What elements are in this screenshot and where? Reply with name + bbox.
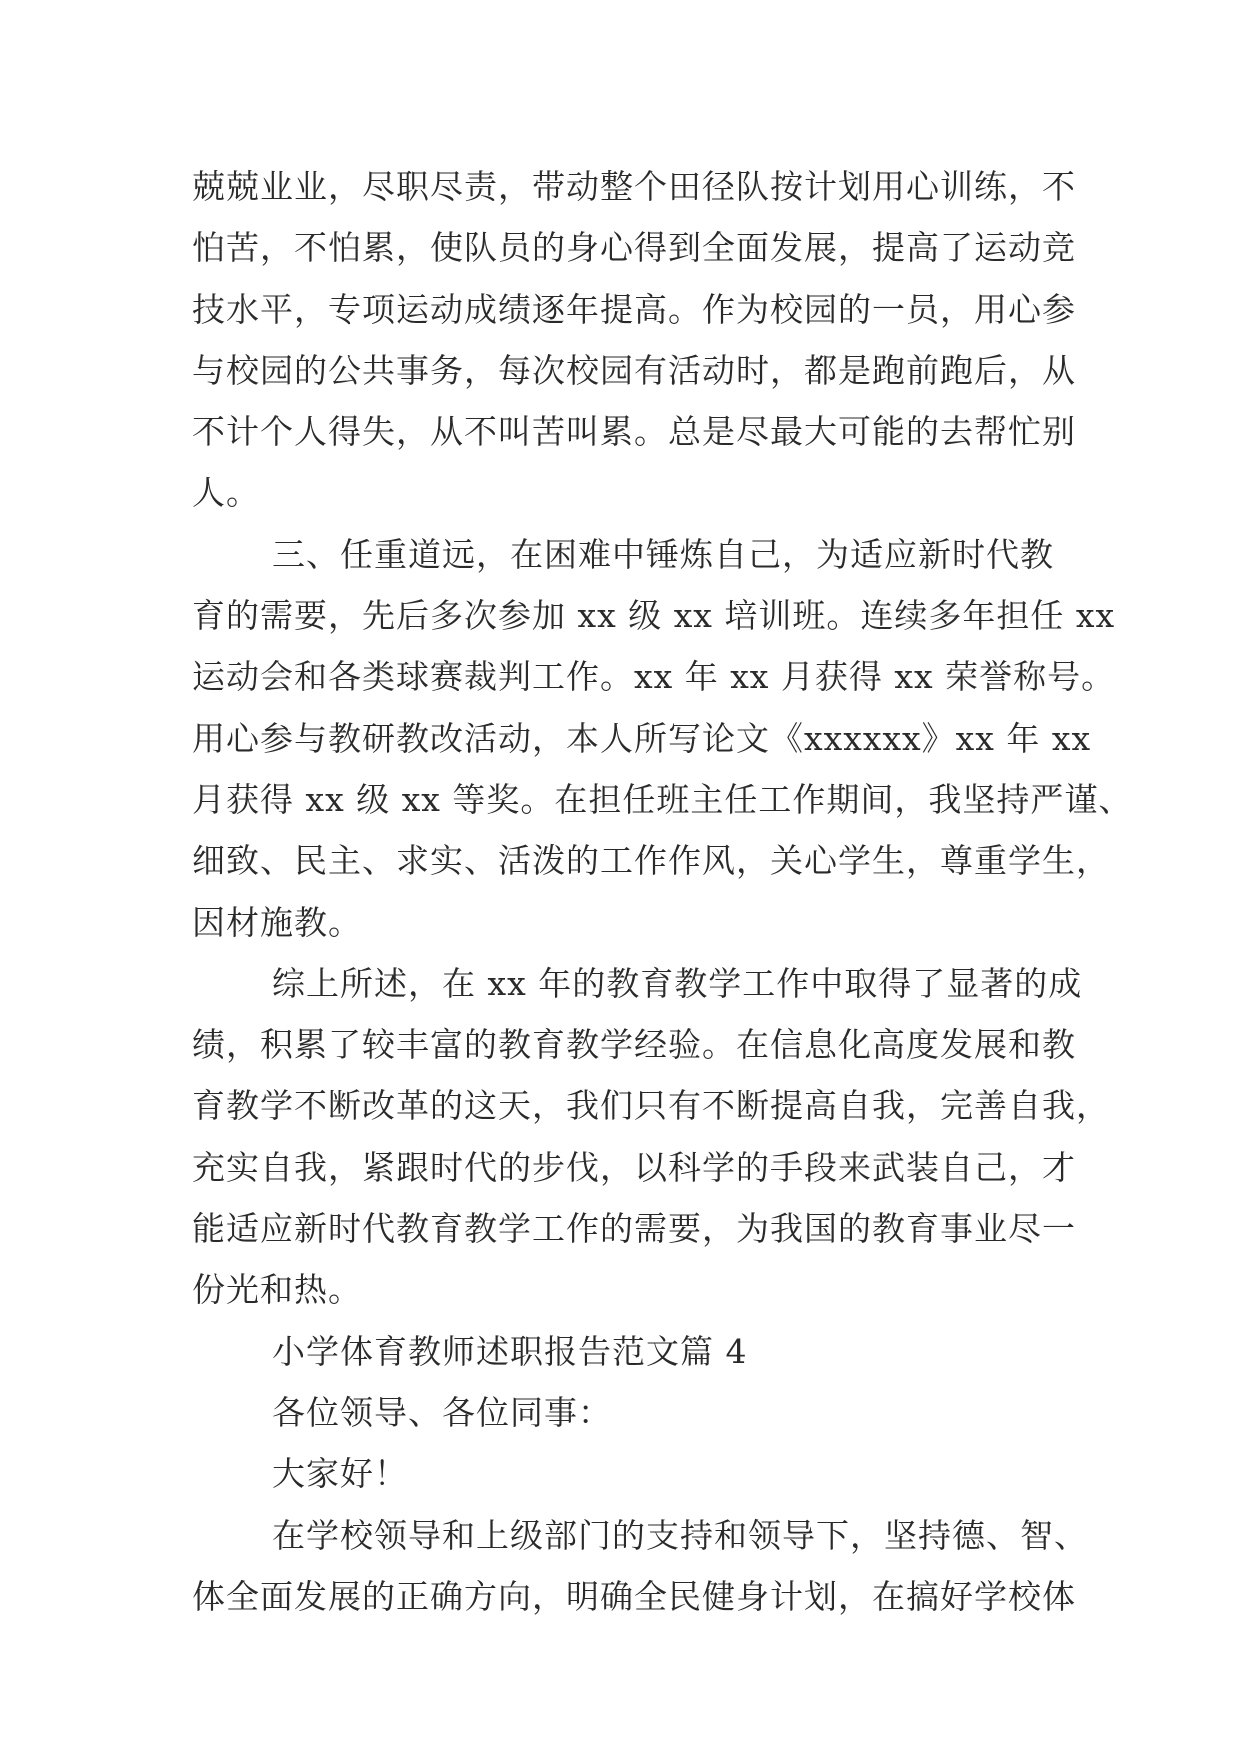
text-line: 绩，积累了较丰富的教育教学经验。在信息化高度发展和教 xyxy=(192,1025,1076,1065)
text-line: 体全面发展的正确方向，明确全民健身计划，在搞好学校体 xyxy=(192,1576,1076,1616)
text-line: 育教学不断改革的这天，我们只有不断提高自我，完善自我， xyxy=(192,1086,1110,1126)
text-line: 运动会和各类球赛裁判工作。xx 年 xx 月获得 xx 荣誉称号。 xyxy=(192,657,1116,697)
text-line: 月获得 xx 级 xx 等奖。在担任班主任工作期间，我坚持严谨、 xyxy=(192,779,1133,819)
text-line: 用心参与教研教改活动，本人所写论文《xxxxxx》xx 年 xx xyxy=(192,718,1092,758)
text-line: 在学校领导和上级部门的支持和领导下，坚持德、智、 xyxy=(272,1515,1088,1555)
greeting: 大家好！ xyxy=(272,1454,408,1494)
text-line: 怕苦，不怕累，使队员的身心得到全面发展，提高了运动竞 xyxy=(192,228,1076,268)
text-line: 人。 xyxy=(192,473,260,513)
text-line: 不计个人得失，从不叫苦叫累。总是尽最大可能的去帮忙别 xyxy=(192,412,1076,452)
summary-paragraph-line: 综上所述，在 xx 年的教育教学工作中取得了显著的成 xyxy=(272,963,1083,1003)
text-line: 技水平，专项运动成绩逐年提高。作为校园的一员，用心参 xyxy=(192,289,1076,329)
body-text xyxy=(192,156,1133,1627)
text-line: 充实自我，紧跟时代的步伐，以科学的手段来武装自己，才 xyxy=(192,1147,1076,1187)
text-line: 育的需要，先后多次参加 xx 级 xx 培训班。连续多年担任 xx xyxy=(192,596,1116,636)
article-title: 小学体育教师述职报告范文篇 4 xyxy=(272,1331,748,1371)
salutation: 各位领导、各位同事： xyxy=(272,1392,612,1432)
text-line: 细致、民主、求实、活泼的工作作风，关心学生，尊重学生， xyxy=(192,841,1110,881)
text-line: 与校园的公共事务，每次校园有活动时，都是跑前跑后，从 xyxy=(192,350,1076,390)
text-line: 能适应新时代教育教学工作的需要，为我国的教育事业尽一 xyxy=(192,1209,1076,1249)
section-three-heading-line: 三、任重道远，在困难中锤炼自己，为适应新时代教 xyxy=(272,534,1054,574)
text-line: 份光和热。 xyxy=(192,1270,362,1310)
text-line: 兢兢业业，尽职尽责，带动整个田径队按计划用心训练，不 xyxy=(192,167,1076,206)
text-line: 因材施教。 xyxy=(192,902,362,942)
